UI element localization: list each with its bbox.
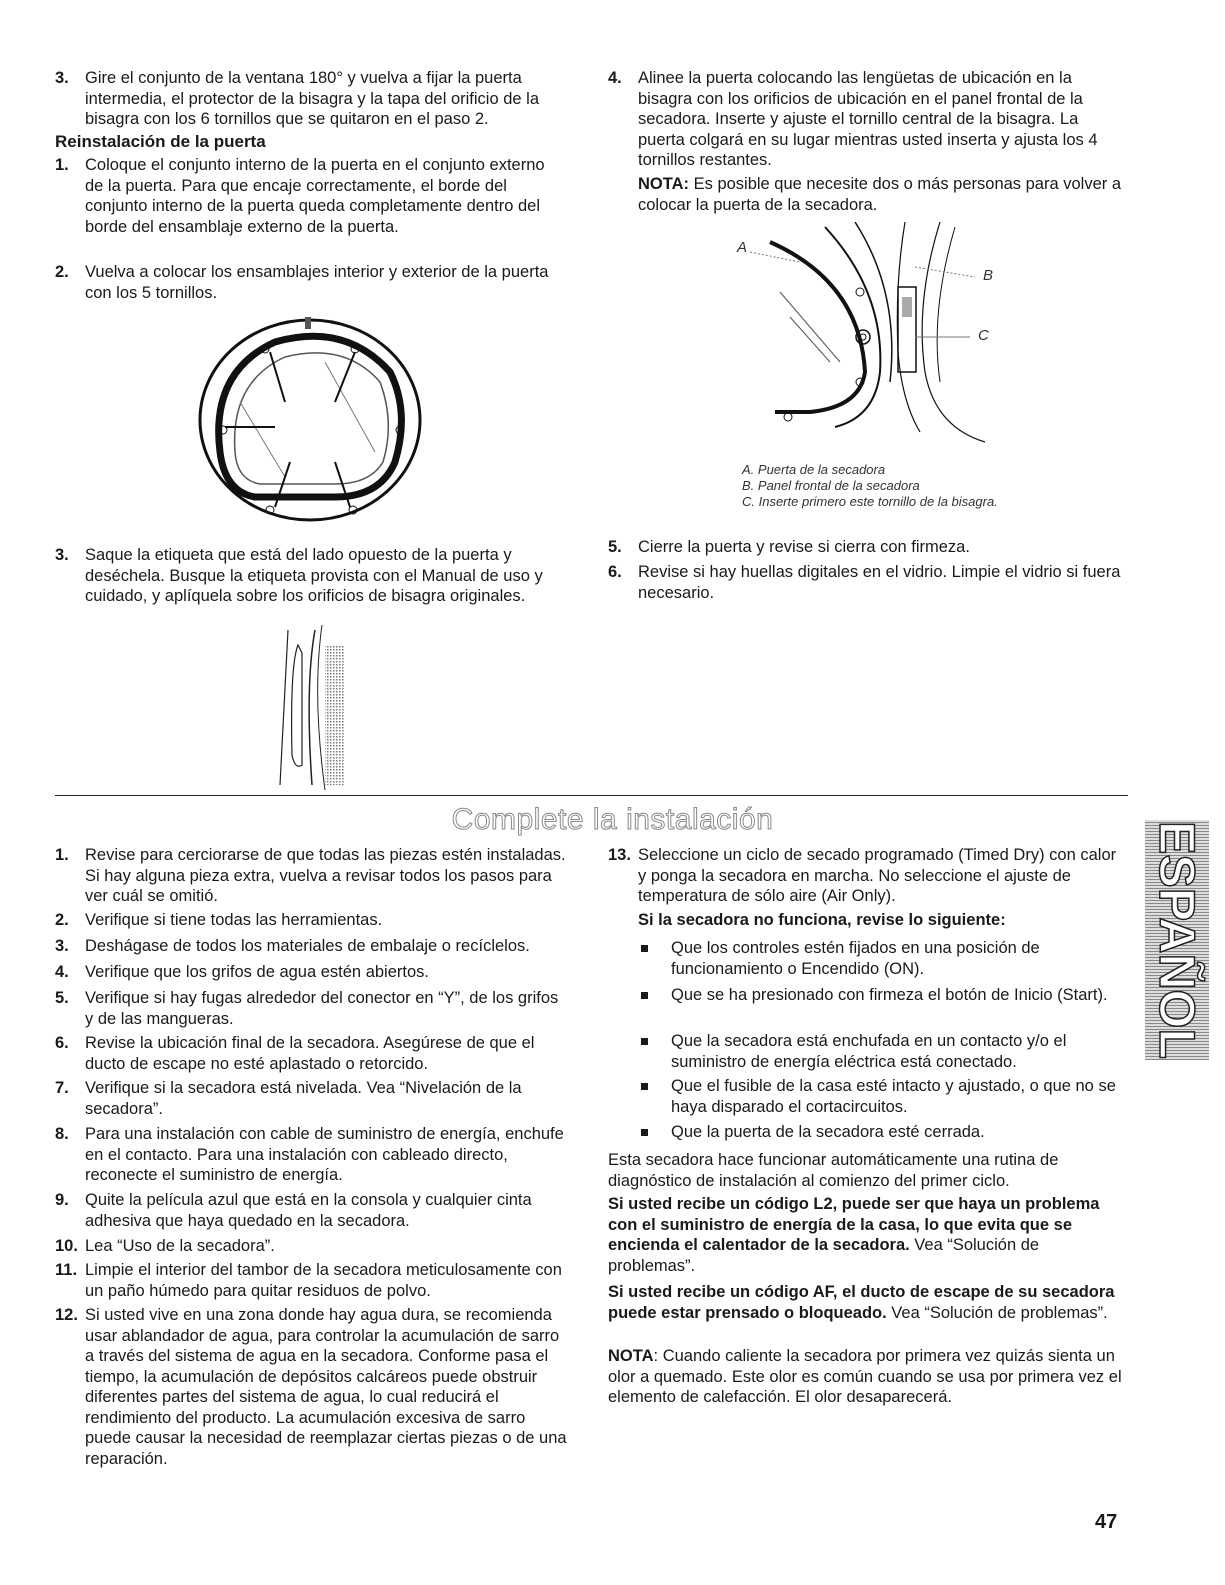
- step-number: 6.: [55, 1034, 69, 1052]
- step-number: 12.: [55, 1306, 78, 1324]
- bullet-marker: [641, 1038, 648, 1045]
- step-number: 5.: [55, 989, 69, 1007]
- step-number: 2.: [55, 263, 69, 281]
- note-label: NOTA:: [638, 175, 690, 193]
- reinstall-step-5: [608, 537, 1123, 558]
- l2-rest-text: Vea “Solución de problemas”.: [608, 1236, 1040, 1275]
- step-number: 6.: [608, 563, 622, 581]
- heading-reinstall-door: Reinstalación de la puerta: [55, 132, 266, 151]
- l2-code-paragraph: [608, 1194, 1123, 1276]
- step-text: Para una instalación con cable de suministro de energía, enchufe en el contacto. Para una instalación con cableado directo, reconecte el suministro de energía.: [85, 1125, 564, 1184]
- bullet-text: Que la puerta de la secadora esté cerrada.: [671, 1123, 985, 1141]
- step-number: 2.: [55, 911, 69, 929]
- af-code-paragraph: [608, 1282, 1123, 1323]
- bullet-marker: [641, 1129, 648, 1136]
- complete-step-3: [55, 936, 570, 957]
- step-text: Quite la película azul que está en la consola y cualquier cinta adhesiva que haya quedado en la secadora.: [85, 1191, 532, 1230]
- step-text: Alinee la puerta colocando las lengüetas de ubicación en la bisagra con los orificios de ubicación en el panel frontal de la secadora. Inserte y ajuste el tornillo central de la bisagra. La puerta colgará en su lugar mientras usted inserta y ajusta los 4 tornillos restantes.: [638, 69, 1098, 169]
- step-number: 1.: [55, 846, 69, 864]
- note-burning-smell: [608, 1346, 1123, 1408]
- bullet-text: Que el fusible de la casa esté intacto y ajustado, o que no se haya disparado el cortacircuitos.: [671, 1077, 1116, 1116]
- section-divider: [55, 795, 1128, 796]
- step-text: Vuelva a colocar los ensamblajes interior y exterior de la puerta con los 5 tornillos.: [85, 263, 549, 302]
- af-rest-text: Vea “Solución de problemas”.: [886, 1303, 1108, 1322]
- step-number: 3.: [55, 546, 69, 564]
- step-number: 1.: [55, 156, 69, 174]
- complete-step-6: [55, 1033, 570, 1074]
- check-bullet-1: [638, 938, 1123, 979]
- complete-step-13: [608, 845, 1123, 907]
- step-text: Si usted vive en una zona donde hay agua dura, se recomienda usar ablandador de agua, para controlar la acumulación de sarro a través del sistema de agua en la secadora. Conforme pasa el tiempo, la acumulación de depósitos calcáreos puede obstruir diferentes partes del sistema de agua, lo cual reducirá el rendimiento del producto. La acumulación excesiva de sarro puede causar la necesidad de reemplazar ciertas piezas o de una reparación.: [85, 1306, 567, 1468]
- complete-step-4: [55, 962, 570, 983]
- step-number: 5.: [608, 538, 622, 556]
- step-number: 3.: [55, 69, 69, 87]
- figure-captions: [742, 462, 998, 510]
- bullet-marker: [641, 992, 648, 999]
- step-text: Verifique si hay fugas alrededor del conector en “Y”, de los grifos y de las mangueras.: [85, 989, 559, 1028]
- step-text: Verifique si tiene todas las herramientas.: [85, 911, 383, 929]
- complete-step-12: [55, 1305, 570, 1469]
- af-bold-text: Si usted recibe un código AF, el ducto de escape de su secadora puede estar prensado o bloqueado.: [608, 1283, 1115, 1322]
- language-side-tab: ESPAÑOL: [1145, 820, 1209, 1060]
- section-title: Complete la instalación: [451, 803, 774, 836]
- check-bullet-4: [638, 1076, 1123, 1117]
- complete-step-7: [55, 1078, 570, 1119]
- step-text: Revise para cerciorarse de que todas las piezas estén instaladas. Si hay alguna pieza extra, vuelva a revisar todos los pasos para ver cuál se omitió.: [85, 846, 566, 905]
- complete-step-2: [55, 910, 570, 931]
- step-number: 4.: [608, 69, 622, 87]
- bullet-marker: [641, 945, 648, 952]
- reinstall-step-1: [55, 155, 565, 237]
- reinstall-step-6: [608, 562, 1123, 603]
- step-number: 10.: [55, 1237, 78, 1255]
- caption-a: A. Puerta de la secadora: [742, 462, 886, 477]
- complete-step-5: [55, 988, 570, 1029]
- complete-step-9: [55, 1190, 570, 1231]
- complete-step-11: [55, 1260, 570, 1301]
- bullet-marker: [641, 1083, 648, 1090]
- reinstall-step-2: [55, 262, 565, 303]
- step-text: Coloque el conjunto interno de la puerta en el conjunto externo de la puerta. Para que encaje correctamente, el borde del conjunto interno de la puerta queda completamente dentro del borde del ensamblaje externo de la puerta.: [85, 156, 545, 236]
- reinstall-step-4: [608, 68, 1123, 171]
- step-3-window: [55, 68, 565, 130]
- step-text: Verifique que los grifos de agua estén abiertos.: [85, 963, 429, 981]
- step-number: 13.: [608, 846, 631, 864]
- check-bullet-3: [638, 1031, 1123, 1072]
- step-text: Saque la etiqueta que está del lado opuesto de la puerta y deséchela. Busque la etiqueta provista con el Manual de uso y cuidado, y aplíquela sobre los orificios de bisagra originales.: [85, 546, 543, 605]
- page-number: 47: [1095, 1511, 1118, 1533]
- note-label: NOTA: [608, 1347, 654, 1365]
- complete-step-1: [55, 845, 570, 907]
- note-text: Es posible que necesite dos o más personas para volver a colocar la puerta de la secadora.: [638, 175, 1122, 214]
- complete-step-8: [55, 1124, 570, 1186]
- bullet-text: Que la secadora está enchufada en un contacto y/o el suministro de energía eléctrica está conectado.: [671, 1032, 1067, 1071]
- reinstall-step-3: [55, 545, 570, 607]
- door-edge-illustration: [270, 625, 360, 795]
- l2-bold-text: Si usted recibe un código L2, puede ser que haya un problema con el suministro de energía de la casa, lo que evita que se encienda el calentador de la secadora.: [608, 1195, 1100, 1254]
- step-text: Revise la ubicación final de la secadora. Asegúrese de que el ducto de escape no esté aplastado o retorcido.: [85, 1034, 535, 1073]
- step-number: 7.: [55, 1079, 69, 1097]
- note-text: : Cuando caliente la secadora por primera vez quizás sienta un olor a quemado. Este olor es común cuando se usa por primera vez el elemento de calefacción. El olor desaparecerá.: [608, 1347, 1122, 1406]
- step-text: Gire el conjunto de la ventana 180° y vuelva a fijar la puerta intermedia, el protector de la bisagra y la tapa del orificio de la bisagra con los 6 tornillos que se quitaron en el paso 2.: [85, 69, 539, 128]
- bullet-text: Que los controles estén fijados en una posición de funcionamiento o Encendido (ON).: [671, 939, 1040, 978]
- figure-label-a: A: [737, 239, 748, 256]
- complete-step-10: [55, 1236, 570, 1257]
- check-bullet-2: [638, 985, 1123, 1006]
- door-assembly-illustration: [195, 312, 425, 527]
- figure-label-c: C: [978, 327, 989, 344]
- step-number: 3.: [55, 937, 69, 955]
- figure-label-b: B: [983, 267, 994, 284]
- step-text: Deshágase de todos los materiales de embalaje o recíclelos.: [85, 937, 530, 955]
- step-text: Verifique si la secadora está nivelada. Vea “Nivelación de la secadora”.: [85, 1079, 522, 1118]
- bullet-text: Que se ha presionado con firmeza el botón de Inicio (Start).: [671, 986, 1108, 1004]
- troubleshoot-heading: Si la secadora no funciona, revise lo siguiente:: [638, 911, 1006, 929]
- step-number: 9.: [55, 1191, 69, 1209]
- check-bullet-5: [638, 1122, 1123, 1143]
- step-text: Cierre la puerta y revise si cierra con firmeza.: [638, 538, 970, 556]
- caption-c: C. Inserte primero este tornillo de la bisagra.: [742, 494, 998, 509]
- step-text: Revise si hay huellas digitales en el vidrio. Limpie el vidrio si fuera necesario.: [638, 563, 1121, 602]
- step-number: 8.: [55, 1125, 69, 1143]
- caption-b: B. Panel frontal de la secadora: [742, 478, 920, 493]
- note-two-people: [638, 174, 1123, 215]
- step-number: 11.: [55, 1261, 78, 1279]
- diagnostic-paragraph: Esta secadora hace funcionar automáticamente una rutina de diagnóstico de instalación al comienzo del primer ciclo.: [608, 1151, 1059, 1190]
- step-text: Seleccione un ciclo de secado programado (Timed Dry) con calor y ponga la secadora en marcha. No seleccione el ajuste de temperatura de sólo aire (Air Only).: [638, 846, 1117, 905]
- step-text: Limpie el interior del tambor de la secadora meticulosamente con un paño húmedo para quitar residuos de polvo.: [85, 1261, 562, 1300]
- step-number: 4.: [55, 963, 69, 981]
- step-text: Lea “Uso de la secadora”.: [85, 1237, 275, 1255]
